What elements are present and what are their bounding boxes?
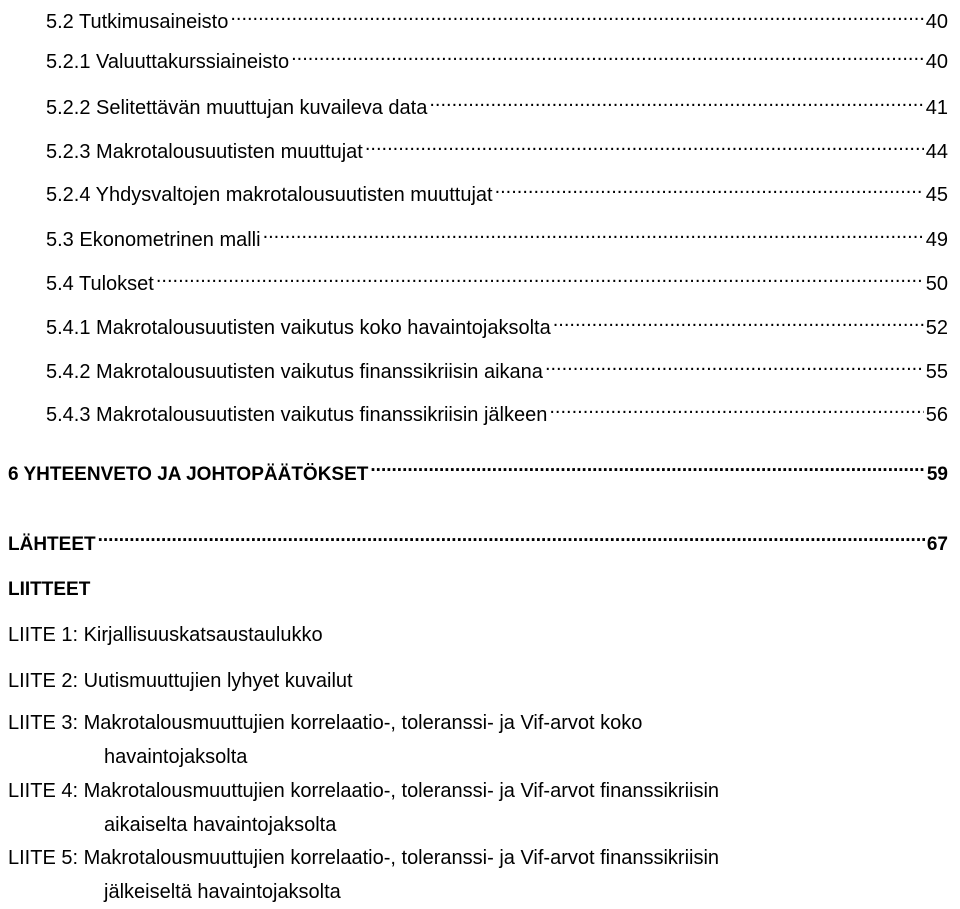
- toc-page-number: 40: [925, 51, 948, 73]
- toc-page-number: 56: [925, 404, 948, 426]
- toc-dot-leader: [545, 350, 924, 378]
- toc-entry-5-2-1[interactable]: [46, 40, 948, 73]
- toc-dot-leader: [429, 86, 923, 114]
- toc-entry-5-2-4[interactable]: [46, 173, 948, 206]
- toc-dot-leader: [291, 40, 924, 68]
- toc-entry-title: 5.2.2 Selitettävän muuttujan kuvaileva data: [46, 97, 428, 119]
- toc-entry-5-3[interactable]: [46, 218, 948, 251]
- toc-entry-title: 5.4 Tulokset: [46, 273, 154, 295]
- toc-page-number: 41: [925, 97, 948, 119]
- toc-page-number: 55: [925, 361, 948, 383]
- toc-dot-leader: [98, 522, 925, 550]
- toc-entry-title: 5.3 Ekonometrinen malli: [46, 229, 261, 251]
- toc-entry-5-2[interactable]: [46, 0, 948, 33]
- appendix-item-text-continued: jälkeiseltä havaintojaksolta: [104, 881, 341, 903]
- toc-entry-title: 5.2 Tutkimusaineisto: [46, 11, 229, 33]
- toc-entry-references[interactable]: [8, 522, 948, 555]
- toc-page-number: 50: [925, 273, 948, 295]
- appendix-item-3[interactable]: [8, 706, 948, 774]
- toc-entry-5-2-3[interactable]: [46, 130, 948, 163]
- appendix-heading: LIITTEET: [8, 579, 91, 600]
- toc-entry-title: 5.4.1 Makrotalousuutisten vaikutus koko havaintojaksolta: [46, 317, 551, 339]
- appendix-item-text: LIITE 2: Uutismuuttujien lyhyet kuvailut: [8, 670, 353, 692]
- toc-page-number: 44: [925, 141, 948, 163]
- appendix-item-text: LIITE 1: Kirjallisuuskatsaustaulukko: [8, 624, 323, 646]
- toc-entry-5-4-2[interactable]: [46, 350, 948, 383]
- appendix-item-text-continued: aikaiselta havaintojaksolta: [104, 814, 337, 836]
- toc-page-number: 67: [926, 534, 948, 555]
- toc-dot-leader: [230, 0, 923, 28]
- appendix-item-text: LIITE 3: Makrotalousmuuttujien korrelaatio-, toleranssi- ja Vif-arvot koko: [8, 712, 643, 734]
- toc-entry-title: 5.4.3 Makrotalousuutisten vaikutus finanssikriisin jälkeen: [46, 404, 548, 426]
- appendix-item-5[interactable]: [8, 841, 948, 909]
- toc-dot-leader: [370, 452, 924, 480]
- toc-page-number: 45: [925, 184, 948, 206]
- toc-entry-title: 5.2.3 Makrotalousuutisten muuttujat: [46, 141, 363, 163]
- toc-entry-5-4-3[interactable]: [46, 393, 948, 426]
- appendix-item-text: LIITE 5: Makrotalousmuuttujien korrelaatio-, toleranssi- ja Vif-arvot finanssikriisin: [8, 847, 720, 869]
- toc-dot-leader: [263, 218, 924, 246]
- toc-entry-title: 6 YHTEENVETO JA JOHTOPÄÄTÖKSET: [8, 464, 369, 485]
- toc-dot-leader: [365, 130, 924, 158]
- toc-dot-leader: [549, 393, 923, 421]
- toc-page-number: 49: [925, 229, 948, 251]
- toc-entry-title: 5.2.1 Valuuttakurssiaineisto: [46, 51, 290, 73]
- toc-dot-leader: [495, 173, 924, 201]
- toc-dot-leader: [156, 262, 924, 290]
- toc-page-number: 59: [926, 464, 948, 485]
- appendix-item-text-continued: havaintojaksolta: [104, 746, 248, 768]
- appendix-item-1[interactable]: [8, 618, 948, 652]
- appendix-item-4[interactable]: [8, 774, 948, 842]
- toc-page-number: 52: [925, 317, 948, 339]
- appendix-item-text: LIITE 4: Makrotalousmuuttujien korrelaatio-, toleranssi- ja Vif-arvot finanssikriisin: [8, 780, 720, 802]
- toc-entry-title: 5.2.4 Yhdysvaltojen makrotalousuutisten muuttujat: [46, 184, 493, 206]
- toc-entry-5-4-1[interactable]: [46, 306, 948, 339]
- appendix-item-2[interactable]: [8, 664, 948, 698]
- toc-page-number: 40: [925, 11, 948, 33]
- toc-entry-title: LÄHTEET: [8, 534, 96, 555]
- toc-entry-5-2-2[interactable]: [46, 86, 948, 119]
- toc-entry-title: 5.4.2 Makrotalousuutisten vaikutus finanssikriisin aikana: [46, 361, 543, 383]
- toc-dot-leader: [553, 306, 924, 334]
- toc-entry-chapter-6[interactable]: [8, 452, 948, 485]
- toc-entry-5-4[interactable]: [46, 262, 948, 295]
